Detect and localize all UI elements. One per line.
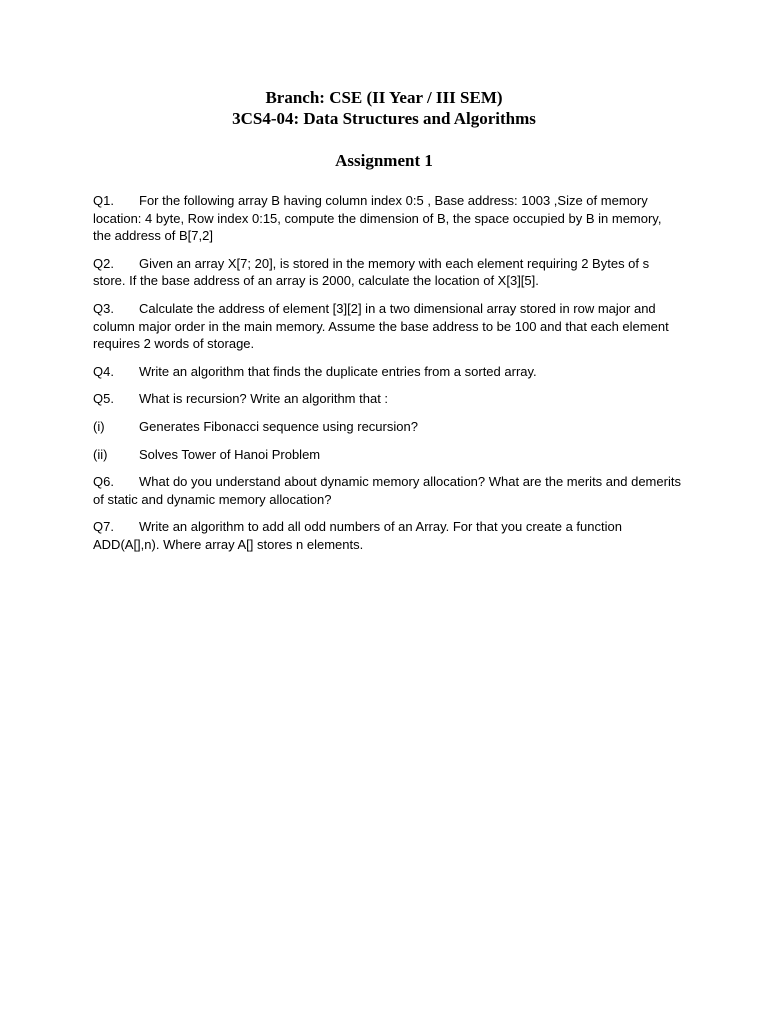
assignment-title: Assignment 1: [335, 151, 433, 170]
question-number: Q6.: [93, 474, 114, 490]
question-5-part-i: [93, 418, 683, 436]
question-number: Q1.: [93, 193, 114, 208]
branch-heading: Branch: CSE (II Year / III SEM): [265, 88, 503, 107]
question-number: Q3.: [93, 300, 114, 316]
question-number: Q7.: [93, 519, 114, 535]
question-number: Q2.: [93, 255, 114, 271]
question-text: Write an algorithm that finds the duplicate entries from a sorted array.: [139, 363, 537, 379]
question-number: Q4.: [93, 363, 114, 379]
question-number: Q5.: [93, 391, 114, 407]
question-1: [93, 192, 683, 245]
course-heading: 3CS4-04: Data Structures and Algorithms: [232, 109, 536, 128]
question-7: [93, 518, 683, 553]
question-text: Given an array X[7; 20], is stored in the memory with each element requiring 2 Bytes of s store. If the base address of an array is 2000, calculate the location of X[3][5].: [93, 255, 650, 289]
question-text: For the following array B having column index 0:5 , Base address: 1003 ,Size of memory location: 4 byte, Row index 0:15, compute the dimension of B, the space occupied by B in memory, the address of B[7,2]: [93, 193, 662, 244]
question-number: (ii): [93, 446, 108, 462]
question-4: [93, 363, 683, 381]
question-text: Solves Tower of Hanoi Problem: [139, 446, 321, 462]
question-5: [93, 390, 683, 408]
question-2: [93, 255, 683, 290]
question-text: Generates Fibonacci sequence using recursion?: [139, 418, 418, 434]
question-6: [93, 473, 683, 508]
question-number: (i): [93, 418, 105, 434]
question-text: What is recursion? Write an algorithm that :: [139, 391, 389, 407]
question-5-part-ii: [93, 446, 683, 464]
question-text: What do you understand about dynamic memory allocation? What are the merits and demerits of static and dynamic memory allocation?: [93, 474, 681, 507]
question-text: Calculate the address of element [3][2] in a two dimensional array stored in row major and column major order in the main memory. Assume the base address to be 100 and that each element requires 2 words of storage.: [93, 300, 669, 352]
question-list: [93, 192, 683, 564]
question-3: [93, 300, 683, 353]
question-text: Write an algorithm to add all odd numbers of an Array. For that you create a function ADD(A[],n). Where array A[] stores n elements.: [93, 519, 622, 552]
